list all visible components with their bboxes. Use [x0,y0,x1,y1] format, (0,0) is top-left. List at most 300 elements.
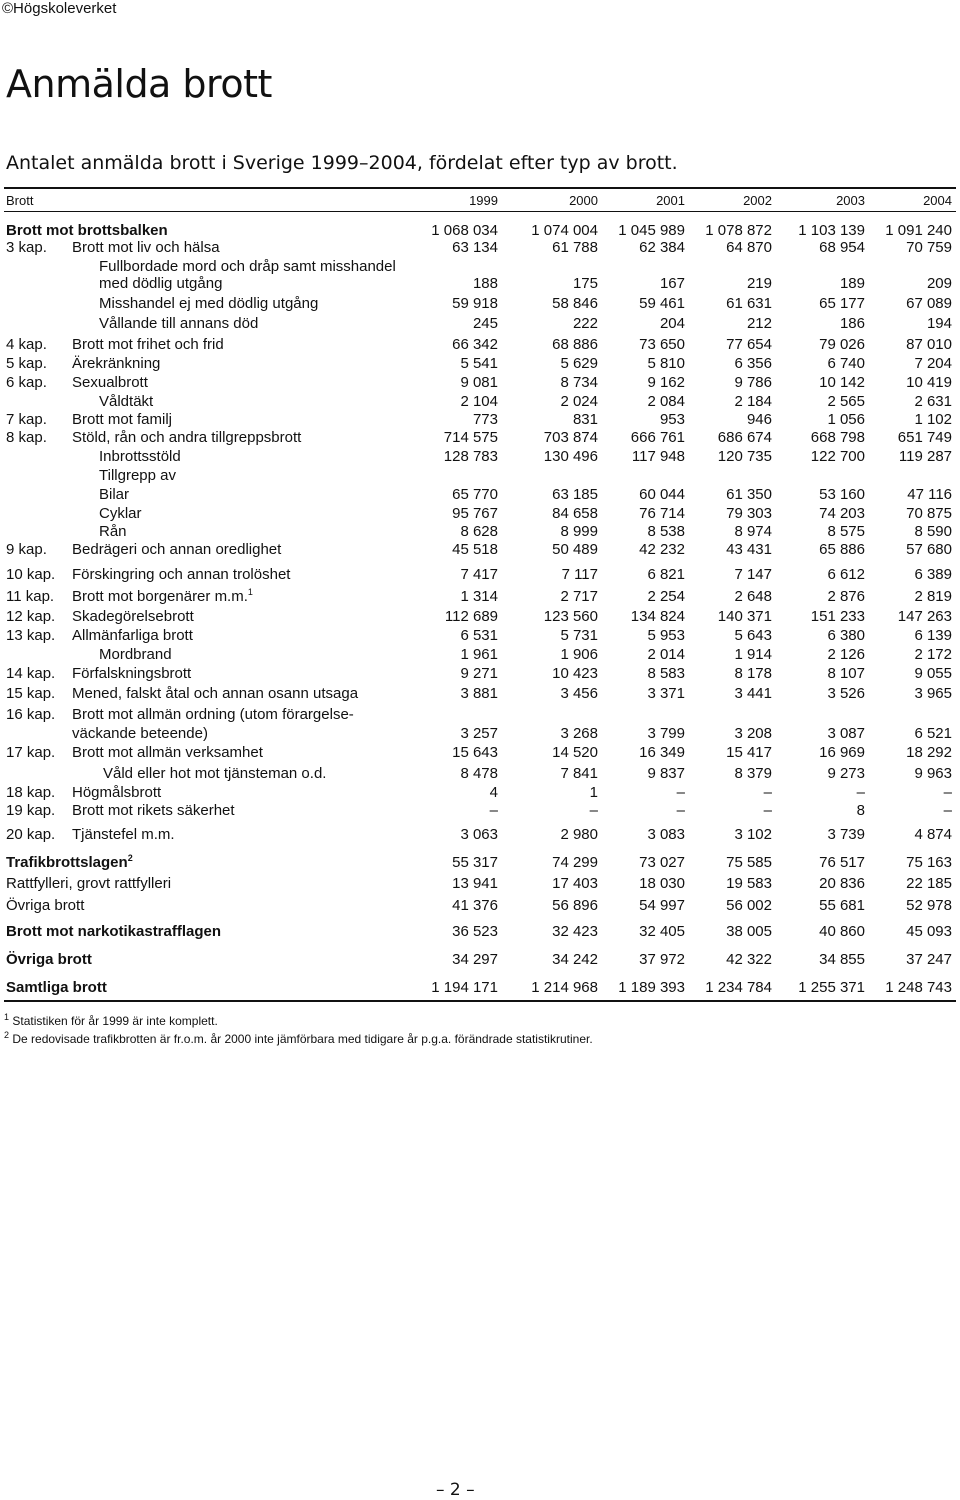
row-label [99,392,153,411]
value-cell: 6 356 [734,355,772,372]
value-cell: 219 [746,275,772,292]
value-cell: 3 441 [734,685,772,702]
value-cell: 140 371 [717,608,772,625]
value-cell: 19 583 [726,875,772,892]
header-bottom-rule [4,211,956,212]
value-cell: 58 846 [552,295,598,312]
value-cell: 4 [489,784,498,801]
value-cell: 7 417 [460,566,498,583]
chapter-label: 19 kap. [6,802,56,819]
value-cell: 8 575 [827,523,865,540]
table-row [0,743,960,762]
value-cell: 189 [839,275,865,292]
value-cell: 112 689 [444,608,498,625]
value-cell: 8 974 [734,523,772,540]
value-cell: 17 403 [552,875,598,892]
page-title: Anmälda brott [6,62,272,106]
row-label-text: Sexualbrott [72,374,148,391]
value-cell: 119 287 [898,448,952,465]
value-cell: 9 271 [460,665,498,682]
chapter-label: 14 kap. [6,665,56,682]
value-cell: 36 523 [452,923,498,940]
table-row [0,922,960,941]
value-cell: 6 531 [460,627,498,644]
value-cell: 8 107 [827,665,865,682]
row-label [72,428,301,447]
value-cell: 47 116 [907,486,952,503]
value-cell: 1 914 [734,646,772,663]
value-cell: 70 875 [906,505,952,522]
footnote-mark: 2 [4,1030,10,1040]
value-cell: 3 063 [460,826,498,843]
value-cell: 686 674 [717,429,772,446]
value-cell: 37 972 [639,951,685,968]
value-cell: 2 254 [647,588,685,605]
table-row [0,783,960,802]
value-cell: 703 874 [543,429,598,446]
value-cell: 37 247 [906,951,952,968]
value-cell: 65 770 [452,486,498,503]
value-cell: 22 185 [906,875,952,892]
value-cell: 10 419 [906,374,952,391]
value-cell: 56 896 [552,897,598,914]
row-label-text: Förfalskningsbrott [72,665,192,682]
table-row [0,825,960,844]
chapter-label: 20 kap. [6,826,56,843]
table-row [0,314,960,333]
value-cell: 3 739 [827,826,865,843]
value-cell: 3 371 [647,685,685,702]
value-cell: – [943,802,952,819]
value-cell: – [676,802,685,819]
value-cell: 5 731 [560,627,598,644]
row-label-text: Fullbordade mord och dråp samt misshandel [99,258,396,275]
value-cell: 18 030 [639,875,685,892]
row-label [6,922,221,941]
row-label [72,626,193,645]
row-label [6,950,92,969]
value-cell: 75 585 [726,854,772,871]
footnote-1 [4,1014,218,1028]
row-label-text: Rån [99,523,127,540]
value-cell: 34 855 [819,951,865,968]
row-label-text: Vållande till annans död [99,315,259,332]
value-cell: 9 162 [647,374,685,391]
footnote-reference: 2 [127,853,133,863]
row-label-text: Misshandel ej med dödlig utgång [99,295,319,312]
value-cell: 65 886 [819,541,865,558]
row-label [72,238,220,257]
page-subtitle: Antalet anmälda brott i Sverige 1999–2004, fördelat efter typ av brott. [6,152,678,174]
row-label-text: Ärekränkning [72,355,161,372]
value-cell: 67 089 [906,295,952,312]
table-row [0,540,960,559]
value-cell: 1 314 [460,588,498,605]
chapter-label: 12 kap. [6,608,56,625]
value-cell: 3 799 [647,725,685,742]
row-label-text: Brott mot narkotikastrafflagen [6,923,222,940]
row-label [6,978,107,997]
value-cell: 1 103 139 [798,222,865,239]
value-cell: 63 185 [552,486,598,503]
value-cell: 946 [746,411,772,428]
table-row [0,587,960,606]
value-cell: 1 [589,784,598,801]
value-cell: 123 560 [543,608,598,625]
row-label-text: Brott mot frihet och frid [72,336,224,353]
row-label-text: Bedrägeri och annan oredlighet [72,541,282,558]
value-cell: 41 376 [452,897,498,914]
value-cell: 6 521 [914,725,952,742]
value-cell: – [676,784,685,801]
row-label [72,801,235,820]
row-label [72,705,354,724]
value-cell: 3 102 [734,826,772,843]
row-label-text: Brott mot familj [72,411,173,428]
value-cell: 60 044 [639,486,685,503]
row-label [72,607,194,626]
row-label-text: Brott mot rikets säkerhet [72,802,235,819]
table-row [0,392,960,411]
value-cell: 186 [839,315,865,332]
value-cell: 55 681 [819,897,865,914]
value-cell: 209 [926,275,952,292]
value-cell: 9 837 [647,765,685,782]
value-cell: 14 520 [552,744,598,761]
value-cell: 8 [856,802,865,819]
value-cell: 8 628 [460,523,498,540]
chapter-label: 15 kap. [6,685,56,702]
value-cell: 8 590 [914,523,952,540]
row-label [72,743,263,762]
row-label [72,354,160,373]
value-cell: 117 948 [631,448,685,465]
value-cell: 18 292 [906,744,952,761]
row-label-text: Brott mot allmän ordning (utom förargelse- [72,706,354,723]
value-cell: 6 389 [914,566,952,583]
table-row [0,466,960,485]
value-cell: 222 [572,315,598,332]
value-cell: 1 248 743 [885,979,952,996]
table-row [0,874,960,893]
row-label-text: Brott mot allmän verksamhet [72,744,263,761]
table-top-rule [4,187,956,189]
value-cell: 5 541 [460,355,498,372]
value-cell: 128 783 [443,448,498,465]
value-cell: 54 997 [639,897,685,914]
table-row [0,238,960,257]
row-label [99,274,222,293]
value-cell: 1 102 [914,411,952,428]
value-cell: 1 255 371 [798,979,865,996]
value-cell: 1 045 989 [618,222,685,239]
table-row [0,607,960,626]
footnote-text: Statistiken för år 1999 är inte komplett. [12,1014,218,1028]
value-cell: 245 [472,315,498,332]
footnote-2 [4,1032,593,1046]
value-cell: 7 841 [560,765,598,782]
value-cell: 42 232 [639,541,685,558]
value-cell: 2 648 [734,588,772,605]
value-cell: 59 918 [452,295,498,312]
chapter-label: 9 kap. [6,541,47,558]
row-label [99,314,258,333]
value-cell: 45 518 [452,541,498,558]
header-year: 2003 [836,193,865,208]
value-cell: 194 [926,315,952,332]
row-label [72,825,175,844]
row-label [103,764,326,783]
value-cell: 831 [572,411,598,428]
value-cell: 8 178 [734,665,772,682]
row-label [99,447,181,466]
row-label-text: Övriga brott [6,897,85,914]
value-cell: 13 941 [452,875,498,892]
value-cell: 666 761 [630,429,685,446]
chapter-label: 7 kap. [6,411,47,428]
value-cell: 66 342 [452,336,498,353]
value-cell: 9 963 [914,765,952,782]
value-cell: 7 117 [561,566,598,583]
table-row [0,410,960,429]
table-row [0,485,960,504]
value-cell: 6 139 [914,627,952,644]
value-cell: 3 087 [827,725,865,742]
value-cell: 668 798 [810,429,865,446]
header-year: 2004 [923,193,952,208]
chapter-label: 13 kap. [6,627,56,644]
value-cell: 62 384 [639,239,685,256]
footnote-mark: 1 [4,1012,10,1022]
table-row [0,724,960,743]
value-cell: 773 [472,411,498,428]
value-cell: 953 [659,411,685,428]
value-cell: 56 002 [726,897,772,914]
value-cell: – [763,802,772,819]
value-cell: 59 461 [639,295,685,312]
value-cell: 63 134 [452,239,498,256]
value-cell: 1 091 240 [885,222,952,239]
value-cell: 10 142 [819,374,865,391]
row-label [72,684,358,703]
row-label [72,373,148,392]
table-row [0,705,960,724]
value-cell: 8 999 [560,523,598,540]
value-cell: – [589,802,598,819]
value-cell: 74 203 [819,505,865,522]
row-label [72,587,253,606]
value-cell: 61 631 [726,295,772,312]
value-cell: 1 074 004 [531,222,598,239]
table-row [0,294,960,313]
table-row [0,896,960,915]
value-cell: 4 874 [914,826,952,843]
table-row [0,684,960,703]
row-label [72,664,191,683]
footnote-reference: 1 [247,587,253,597]
value-cell: 2 104 [460,393,498,410]
row-label-text: Mened, falskt åtal och annan osann utsaga [72,685,359,702]
value-cell: 53 160 [819,486,865,503]
value-cell: 167 [659,275,685,292]
header-year: 2002 [743,193,772,208]
value-cell: 61 788 [552,239,598,256]
value-cell: 6 380 [827,627,865,644]
row-label-text: Skadegörelsebrott [72,608,194,625]
value-cell: 2 126 [827,646,865,663]
row-label [72,540,281,559]
value-cell: 15 643 [452,744,498,761]
value-cell: 6 821 [647,566,685,583]
row-label [6,853,133,872]
chapter-label: 5 kap. [6,355,47,372]
value-cell: – [943,784,952,801]
value-cell: 1 214 968 [531,979,598,996]
row-label [99,485,129,504]
row-label [99,522,127,541]
table-row [0,978,960,997]
value-cell: 2 014 [647,646,685,663]
table-row [0,801,960,820]
row-label [6,896,84,915]
row-label-text: Övriga brott [6,951,92,968]
value-cell: 64 870 [726,239,772,256]
value-cell: 2 819 [914,588,952,605]
value-cell: 20 836 [819,875,865,892]
value-cell: 175 [572,275,598,292]
value-cell: 130 496 [543,448,598,465]
row-label [72,724,208,743]
value-cell: 32 405 [639,923,685,940]
value-cell: 16 349 [639,744,685,761]
chapter-label: 18 kap. [6,784,56,801]
value-cell: 6 740 [827,355,865,372]
header-label: Brott [6,193,34,208]
value-cell: 134 824 [630,608,685,625]
value-cell: 3 083 [647,826,685,843]
value-cell: 3 268 [560,725,598,742]
chapter-label: 4 kap. [6,336,47,353]
chapter-label: 16 kap. [6,706,56,723]
value-cell: 5 953 [647,627,685,644]
row-label [99,645,172,664]
value-cell: – [489,802,498,819]
value-cell: 2 631 [914,393,952,410]
value-cell: 3 965 [914,685,952,702]
table-row [0,335,960,354]
value-cell: 16 969 [819,744,865,761]
value-cell: 45 093 [906,923,952,940]
value-cell: 8 538 [647,523,685,540]
table-row [0,354,960,373]
value-cell: 2 980 [560,826,598,843]
value-cell: 73 650 [639,336,685,353]
value-cell: 188 [472,275,498,292]
value-cell: 5 810 [647,355,685,372]
value-cell: 38 005 [726,923,772,940]
value-cell: 1 078 872 [705,222,772,239]
value-cell: 2 024 [560,393,598,410]
value-cell: – [763,784,772,801]
value-cell: 10 423 [552,665,598,682]
value-cell: 9 055 [914,665,952,682]
value-cell: 714 575 [443,429,498,446]
value-cell: 2 172 [914,646,952,663]
chapter-label: 11 kap. [6,588,55,605]
value-cell: – [856,784,865,801]
table-row [0,522,960,541]
value-cell: 7 147 [734,566,772,583]
row-label [99,504,142,523]
row-label [72,335,224,354]
row-label-text: Rattfylleri, grovt rattfylleri [6,875,172,892]
value-cell: 151 233 [810,608,865,625]
value-cell: 5 643 [734,627,772,644]
row-label-text: Brott mot brottsbalken [6,222,168,239]
value-cell: 32 423 [552,923,598,940]
value-cell: 15 417 [726,744,772,761]
table-row [0,764,960,783]
value-cell: 65 177 [819,295,865,312]
table-row [0,950,960,969]
page-number: – 2 – [436,1480,475,1500]
value-cell: 120 735 [717,448,772,465]
value-cell: 3 208 [734,725,772,742]
table-bottom-rule [4,1000,956,1002]
value-cell: 212 [746,315,772,332]
value-cell: 2 717 [560,588,598,605]
table-row [0,447,960,466]
value-cell: 9 081 [460,374,498,391]
value-cell: 2 876 [827,588,865,605]
value-cell: 1 961 [460,646,498,663]
table-row [0,664,960,683]
value-cell: 76 714 [639,505,685,522]
value-cell: 52 978 [906,897,952,914]
row-label-text: Brott mot liv och hälsa [72,239,220,256]
footnote-text: De redovisade trafikbrotten är fr.o.m. år 2000 inte jämförbara med tidigare år p.g.a. förändrade statistikrutiner. [12,1032,593,1046]
row-label-text: Mordbrand [99,646,172,663]
value-cell: 84 658 [552,505,598,522]
table-row [0,274,960,293]
value-cell: 1 189 393 [618,979,685,996]
value-cell: 1 234 784 [705,979,772,996]
value-cell: 5 629 [560,355,598,372]
value-cell: 87 010 [906,336,952,353]
header-year: 1999 [469,193,498,208]
row-label-text: Tjänstefel m.m. [72,826,175,843]
table-row [0,626,960,645]
value-cell: 9 273 [827,765,865,782]
value-cell: 40 860 [819,923,865,940]
value-cell: 9 786 [734,374,772,391]
value-cell: 8 379 [734,765,772,782]
value-cell: 70 759 [906,239,952,256]
value-cell: 3 456 [560,685,598,702]
value-cell: 34 297 [452,951,498,968]
value-cell: 73 027 [639,854,685,871]
value-cell: 1 194 171 [431,979,498,996]
chapter-label: 17 kap. [6,744,56,761]
row-label-text: Cyklar [99,505,142,522]
row-label [99,466,176,485]
value-cell: 76 517 [819,854,865,871]
row-label-text: väckande beteende) [72,725,208,742]
header-year: 2000 [569,193,598,208]
chapter-label: 10 kap. [6,566,56,583]
value-cell: 2 184 [734,393,772,410]
row-label-text: Våldtäkt [99,393,154,410]
